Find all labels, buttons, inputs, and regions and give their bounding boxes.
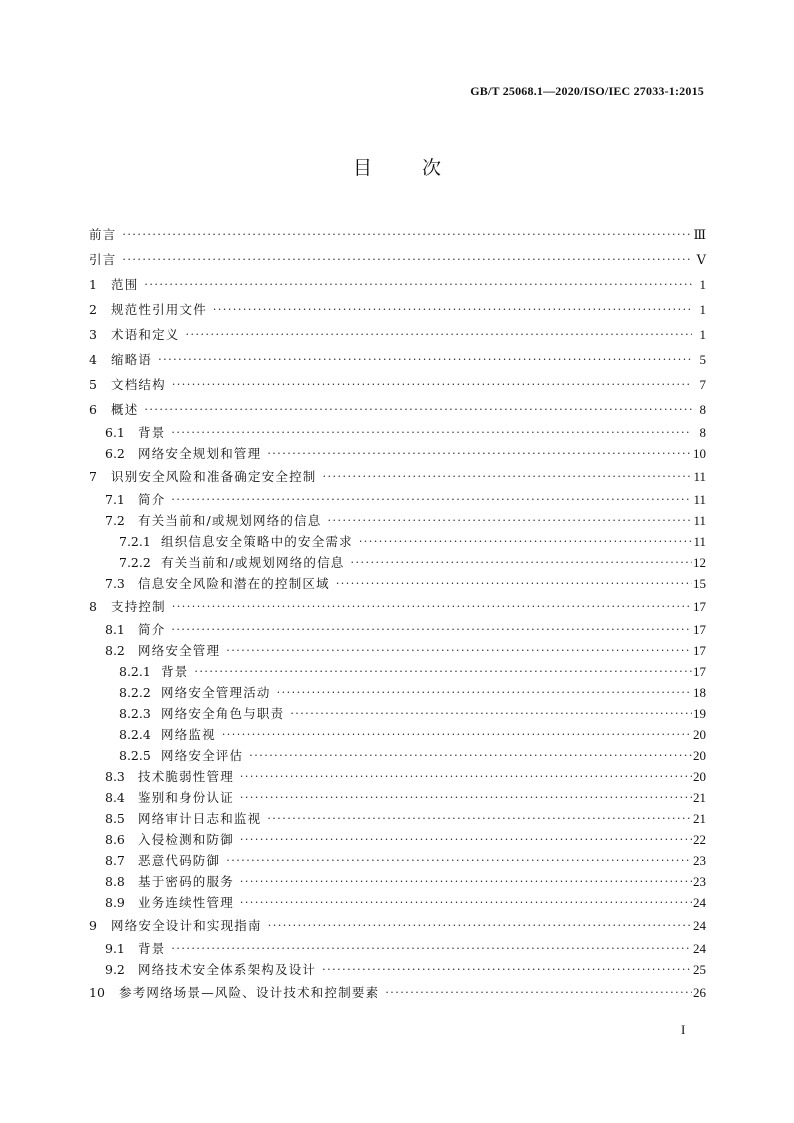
toc-entry-number: 8.3 <box>105 769 125 784</box>
toc-entry-number: 7.1 <box>105 492 125 507</box>
toc-entry[interactable] <box>89 347 706 372</box>
toc-entry-number: 7.2 <box>105 513 125 528</box>
toc-dot-leader <box>243 745 692 766</box>
toc-entry-title: 网络安全规划和管理 <box>138 446 262 461</box>
toc-entry-page: 21 <box>693 790 706 805</box>
toc-entry[interactable] <box>89 510 706 531</box>
toc-entry-title: 参考网络场景—风险、设计技术和控制要素 <box>119 985 380 1000</box>
toc-dot-leader <box>284 703 692 724</box>
toc-entry-number: 7.2.1 <box>119 534 151 549</box>
toc-entry[interactable] <box>89 222 706 247</box>
toc-entry[interactable] <box>89 489 706 510</box>
toc-entry[interactable] <box>89 661 706 682</box>
toc-entry[interactable] <box>89 959 706 980</box>
toc-entry[interactable] <box>89 938 706 959</box>
toc-entry[interactable] <box>89 745 706 766</box>
toc-entry-number: 5 <box>89 377 97 392</box>
toc-entry-page: 23 <box>693 874 706 889</box>
toc-entry-number: 6.1 <box>105 425 125 440</box>
toc-entry-page: 21 <box>693 811 706 826</box>
toc-dot-leader <box>116 247 692 272</box>
toc-dot-leader <box>353 531 692 552</box>
toc-entry[interactable] <box>89 422 706 443</box>
toc-entry-number: 6.2 <box>105 446 125 461</box>
toc-entry-page: 23 <box>693 853 706 868</box>
toc-entry-title: 支持控制 <box>111 599 166 614</box>
toc-entry-title: 信息安全风险和潜在的控制区域 <box>138 576 330 591</box>
toc-dot-leader <box>234 787 692 808</box>
toc-entry-title: 业务连续性管理 <box>138 895 234 910</box>
toc-entry-title: 识别安全风险和准备确定安全控制 <box>111 469 317 484</box>
toc-dot-leader <box>261 443 692 464</box>
toc-entry-title: 网络监视 <box>161 727 216 742</box>
toc-entry[interactable] <box>89 724 706 745</box>
toc-entry-number: 8.4 <box>105 790 125 805</box>
toc-entry-number: 6 <box>89 402 97 417</box>
toc-entry-title: 恶意代码防御 <box>138 853 221 868</box>
toc-dot-leader <box>317 464 692 489</box>
toc-entry-title: 范围 <box>111 277 139 292</box>
toc-dot-leader <box>216 724 692 745</box>
toc-dot-leader <box>166 372 692 397</box>
toc-entry[interactable] <box>89 247 706 272</box>
toc-entry[interactable] <box>89 397 706 422</box>
toc-dot-leader <box>322 510 692 531</box>
toc-dot-leader <box>152 347 692 372</box>
toc-entry-page: 1 <box>699 302 706 317</box>
toc-entry-number: 1 <box>89 277 97 292</box>
toc-entry-title: 网络技术安全体系架构及设计 <box>138 962 317 977</box>
document-code: GB/T 25068.1—2020/ISO/IEC 27033-1:2015 <box>470 84 704 98</box>
toc-entry-title: 网络安全评估 <box>161 748 244 763</box>
toc-entry-page: 15 <box>693 576 706 591</box>
toc-entry[interactable] <box>89 372 706 397</box>
toc-dot-leader <box>138 397 692 422</box>
toc-entry-number: 7.3 <box>105 576 125 591</box>
toc-dot-leader <box>330 573 692 594</box>
toc-entry-number: 10 <box>89 985 105 1000</box>
toc-entry[interactable] <box>89 464 706 489</box>
toc-entry-title: 背景 <box>138 941 166 956</box>
toc-entry-page: 25 <box>693 962 706 977</box>
toc-entry-title: 网络安全管理活动 <box>161 685 271 700</box>
toc-entry-title: 缩略语 <box>111 352 153 367</box>
toc-entry-number: 8.5 <box>105 811 125 826</box>
toc-entry-number: 3 <box>89 327 97 342</box>
toc-entry-number: 4 <box>89 352 97 367</box>
toc-dot-leader <box>261 808 692 829</box>
table-of-contents <box>89 222 706 1005</box>
toc-entry-title: 鉴别和身份认证 <box>138 790 234 805</box>
toc-entry-number: 8 <box>89 599 97 614</box>
toc-entry-title: 入侵检测和防御 <box>138 832 234 847</box>
toc-entry-title: 概述 <box>111 402 139 417</box>
toc-entry[interactable] <box>89 443 706 464</box>
toc-entry-number: 8.6 <box>105 832 125 847</box>
toc-entry-page: 11 <box>693 513 706 528</box>
toc-entry[interactable] <box>89 573 706 594</box>
toc-dot-leader <box>220 850 692 871</box>
toc-entry[interactable] <box>89 871 706 892</box>
toc-dot-leader <box>234 871 692 892</box>
toc-entry-page: 22 <box>693 832 706 847</box>
toc-entry[interactable] <box>89 766 706 787</box>
toc-entry-number: 2 <box>89 302 97 317</box>
toc-entry[interactable] <box>89 913 706 938</box>
toc-entry-page: 1 <box>699 277 706 292</box>
toc-entry-page: 17 <box>693 622 706 637</box>
toc-entry-number: 8.2 <box>105 643 125 658</box>
toc-entry-number: 7.2.2 <box>119 555 151 570</box>
toc-entry-page: 10 <box>693 446 706 461</box>
toc-entry-title: 规范性引用文件 <box>111 302 207 317</box>
toc-dot-leader <box>345 552 692 573</box>
toc-entry-title: 简介 <box>138 492 166 507</box>
toc-entry-title: 基于密码的服务 <box>138 874 234 889</box>
toc-entry[interactable] <box>89 272 706 297</box>
toc-entry-page: 24 <box>693 895 706 910</box>
toc-entry-page: 17 <box>693 664 706 679</box>
toc-dot-leader <box>165 489 692 510</box>
toc-dot-leader <box>166 594 692 619</box>
toc-entry[interactable] <box>89 552 706 573</box>
toc-entry-page: Ⅲ <box>693 227 706 242</box>
toc-entry-page: 7 <box>699 377 706 392</box>
toc-entry[interactable] <box>89 594 706 619</box>
toc-entry-page: 17 <box>693 643 706 658</box>
toc-entry[interactable] <box>89 980 706 1005</box>
toc-entry-page: 11 <box>693 492 706 507</box>
toc-dot-leader <box>165 938 692 959</box>
page-number: I <box>681 1022 686 1037</box>
toc-entry-page: 11 <box>693 534 706 549</box>
toc-dot-leader <box>180 322 692 347</box>
toc-entry-page: 8 <box>699 402 706 417</box>
toc-entry-page: 26 <box>693 985 706 1000</box>
toc-entry-page: Ⅴ <box>696 252 706 267</box>
toc-entry-page: 5 <box>699 352 706 367</box>
toc-entry-title: 背景 <box>161 664 189 679</box>
toc-entry-title: 网络安全管理 <box>138 643 221 658</box>
toc-dot-leader <box>316 959 692 980</box>
toc-entry-number: 8.2.1 <box>119 664 151 679</box>
toc-entry-page: 17 <box>693 599 706 614</box>
toc-entry[interactable] <box>89 892 706 913</box>
toc-entry-title: 技术脆弱性管理 <box>138 769 234 784</box>
toc-entry-title: 简介 <box>138 622 166 637</box>
toc-entry-page: 24 <box>693 941 706 956</box>
toc-dot-leader <box>165 422 692 443</box>
toc-entry[interactable] <box>89 619 706 640</box>
toc-dot-leader <box>271 682 692 703</box>
toc-entry-title: 文档结构 <box>111 377 166 392</box>
toc-entry-number: 9.2 <box>105 962 125 977</box>
toc-entry-number: 8.8 <box>105 874 125 889</box>
toc-dot-leader <box>379 980 692 1005</box>
toc-entry-title: 前言 <box>89 227 117 242</box>
toc-entry-page: 11 <box>693 469 706 484</box>
page-title: 目次 <box>352 157 491 179</box>
toc-entry-number: 8.1 <box>105 622 125 637</box>
toc-entry-number: 8.2.5 <box>119 748 151 763</box>
toc-entry[interactable] <box>89 808 706 829</box>
toc-entry-title: 有关当前和/或规划网络的信息 <box>138 513 322 528</box>
toc-entry-number: 9 <box>89 918 97 933</box>
toc-dot-leader <box>220 640 692 661</box>
toc-dot-leader <box>207 297 692 322</box>
toc-dot-leader <box>234 829 692 850</box>
toc-entry-number: 8.9 <box>105 895 125 910</box>
toc-entry-number: 8.2.4 <box>119 727 151 742</box>
toc-entry-title: 网络审计日志和监视 <box>138 811 262 826</box>
toc-entry-page: 20 <box>693 748 706 763</box>
toc-entry[interactable] <box>89 787 706 808</box>
toc-entry-title: 有关当前和/或规划网络的信息 <box>161 555 345 570</box>
toc-entry[interactable] <box>89 531 706 552</box>
toc-dot-leader <box>234 892 692 913</box>
toc-dot-leader <box>234 766 692 787</box>
toc-entry[interactable] <box>89 703 706 724</box>
toc-entry[interactable] <box>89 829 706 850</box>
toc-dot-leader <box>188 661 692 682</box>
toc-dot-leader <box>165 619 692 640</box>
toc-dot-leader <box>138 272 692 297</box>
toc-entry-title: 背景 <box>138 425 166 440</box>
toc-entry-page: 8 <box>699 425 706 440</box>
toc-entry-page: 24 <box>693 918 706 933</box>
toc-entry-page: 20 <box>693 727 706 742</box>
toc-entry-title: 引言 <box>89 252 117 267</box>
toc-entry-title: 网络安全设计和实现指南 <box>111 918 262 933</box>
toc-entry[interactable] <box>89 850 706 871</box>
toc-dot-leader <box>262 913 692 938</box>
toc-entry-number: 8.2.3 <box>119 706 151 721</box>
toc-entry[interactable] <box>89 640 706 661</box>
toc-entry[interactable] <box>89 297 706 322</box>
toc-entry-title: 网络安全角色与职责 <box>161 706 285 721</box>
toc-entry-title: 组织信息安全策略中的安全需求 <box>161 534 353 549</box>
toc-entry-page: 1 <box>699 327 706 342</box>
toc-entry[interactable] <box>89 682 706 703</box>
toc-entry-title: 术语和定义 <box>111 327 180 342</box>
toc-entry-page: 20 <box>693 769 706 784</box>
toc-entry[interactable] <box>89 322 706 347</box>
toc-entry-page: 12 <box>693 555 706 570</box>
toc-entry-page: 18 <box>693 685 706 700</box>
toc-entry-page: 19 <box>693 706 706 721</box>
toc-entry-number: 8.7 <box>105 853 125 868</box>
toc-entry-number: 8.2.2 <box>119 685 151 700</box>
toc-entry-number: 7 <box>89 469 97 484</box>
toc-dot-leader <box>116 222 692 247</box>
toc-entry-number: 9.1 <box>105 941 125 956</box>
